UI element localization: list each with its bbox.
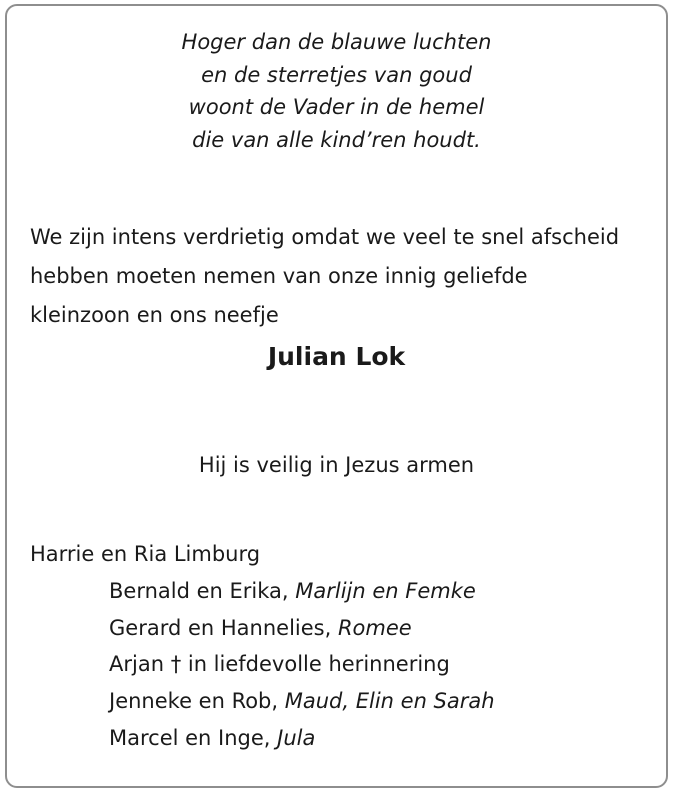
intro-line: hebben moeten nemen van onze innig geliefde — [30, 264, 528, 288]
family-member-names: Arjan † in liefdevolle herinnering — [109, 652, 450, 677]
family-member-names: Jenneke en Rob, — [109, 689, 285, 714]
family-list — [30, 536, 495, 757]
poem — [7, 26, 666, 156]
poem-line: woont de Vader in de hemel — [188, 95, 485, 119]
intro-line: We zijn intens verdrietig omdat we veel te snel afscheid — [30, 225, 620, 249]
poem-line: Hoger dan de blauwe luchten — [181, 30, 492, 54]
family-member-names: Gerard en Hannelies, — [109, 615, 338, 640]
family-member-names: Bernald en Erika, — [109, 578, 296, 603]
poem-line: en de sterretjes van goud — [201, 62, 472, 87]
family-member-children: Maud, Elin en Sarah — [284, 689, 495, 714]
family-member-children: Marlijn en Femke — [295, 578, 476, 603]
obituary-card — [5, 4, 668, 788]
intro-text — [30, 218, 658, 335]
poem-line: die van alle kind’ren houdt. — [192, 127, 481, 152]
family-grandparents: Harrie en Ria Limburg — [30, 542, 261, 566]
family-member — [30, 573, 495, 610]
family-member-children: Romee — [337, 615, 412, 640]
subtitle: Hij is veilig in Jezus armen — [198, 453, 475, 477]
family-member — [30, 610, 495, 647]
deceased-name: Julian Lok — [267, 342, 406, 371]
family-member — [30, 720, 495, 757]
family-member — [30, 683, 495, 720]
intro-line: kleinzoon en ons neefje — [30, 303, 279, 327]
family-member-names: Marcel en Inge, — [109, 725, 278, 750]
family-member-children: Jula — [277, 725, 316, 750]
family-member — [30, 646, 495, 683]
